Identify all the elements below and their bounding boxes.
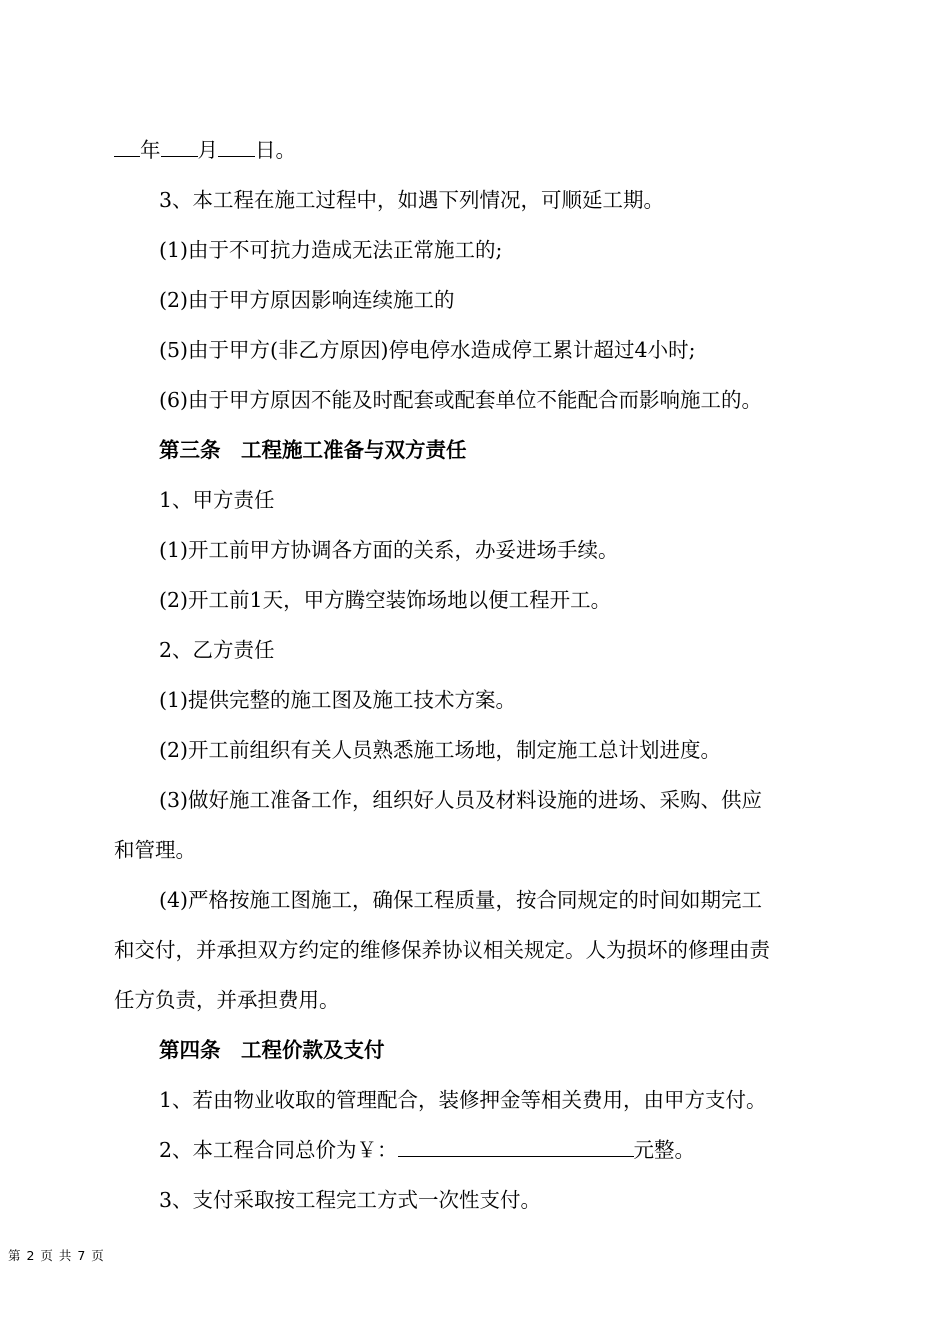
clause4-item-3: 3、支付采取按工程完工方式一次性支付。 (159, 1188, 542, 1212)
party-b-item-1: (1)提供完整的施工图及施工技术方案。 (159, 688, 517, 712)
party-b-item-4-line2: 和交付，并承担双方约定的维修保养协议相关规定。人为损坏的修理由责 (114, 938, 770, 962)
contract-price-label: 2、本工程合同总价为￥： (159, 1138, 398, 1162)
date-line: 年 月 日。 (114, 136, 296, 164)
party-a-item-2: (2)开工前1天，甲方腾空装饰场地以便工程开工。 (159, 588, 612, 612)
clause2-sub-2: (2)由于甲方原因影响连续施工的 (159, 288, 455, 312)
clause4-heading: 第四条 工程价款及支付 (159, 1038, 385, 1062)
clause3-heading: 第三条 工程施工准备与双方责任 (159, 438, 467, 462)
month-blank (161, 136, 198, 157)
page-footer: 第 2 页 共 7 页 (8, 1248, 105, 1263)
clause4-item-1: 1、若由物业收取的管理配合，装修押金等相关费用，由甲方支付。 (159, 1088, 767, 1112)
party-b-item-3-line2: 和管理。 (114, 838, 196, 862)
party-a-item-1: (1)开工前甲方协调各方面的关系，办妥进场手续。 (159, 538, 619, 562)
contract-price-blank (398, 1136, 634, 1157)
party-a-title: 1、甲方责任 (159, 488, 275, 512)
party-b-item-2: (2)开工前组织有关人员熟悉施工场地，制定施工总计划进度。 (159, 738, 722, 762)
year-blank (114, 136, 140, 157)
party-b-item-3-line1: (3)做好施工准备工作，组织好人员及材料设施的进场、采购、供应 (159, 788, 763, 812)
contract-price-suffix: 元整。 (633, 1138, 696, 1162)
clause2-sub-5: (5)由于甲方(非乙方原因)停电停水造成停工累计超过4小时; (159, 338, 696, 362)
party-b-item-4-line3: 任方负责，并承担费用。 (114, 988, 340, 1012)
clause2-item-3: 3、本工程在施工过程中，如遇下列情况，可顺延工期。 (159, 188, 665, 212)
day-blank (218, 136, 255, 157)
party-b-title: 2、乙方责任 (159, 638, 275, 662)
clause4-item-2 (159, 1136, 695, 1164)
clause2-sub-6: (6)由于甲方原因不能及时配套或配套单位不能配合而影响施工的。 (159, 388, 763, 412)
party-b-item-4-line1: (4)严格按施工图施工，确保工程质量，按合同规定的时间如期完工 (159, 888, 763, 912)
clause2-sub-1: (1)由于不可抗力造成无法正常施工的; (159, 238, 503, 262)
